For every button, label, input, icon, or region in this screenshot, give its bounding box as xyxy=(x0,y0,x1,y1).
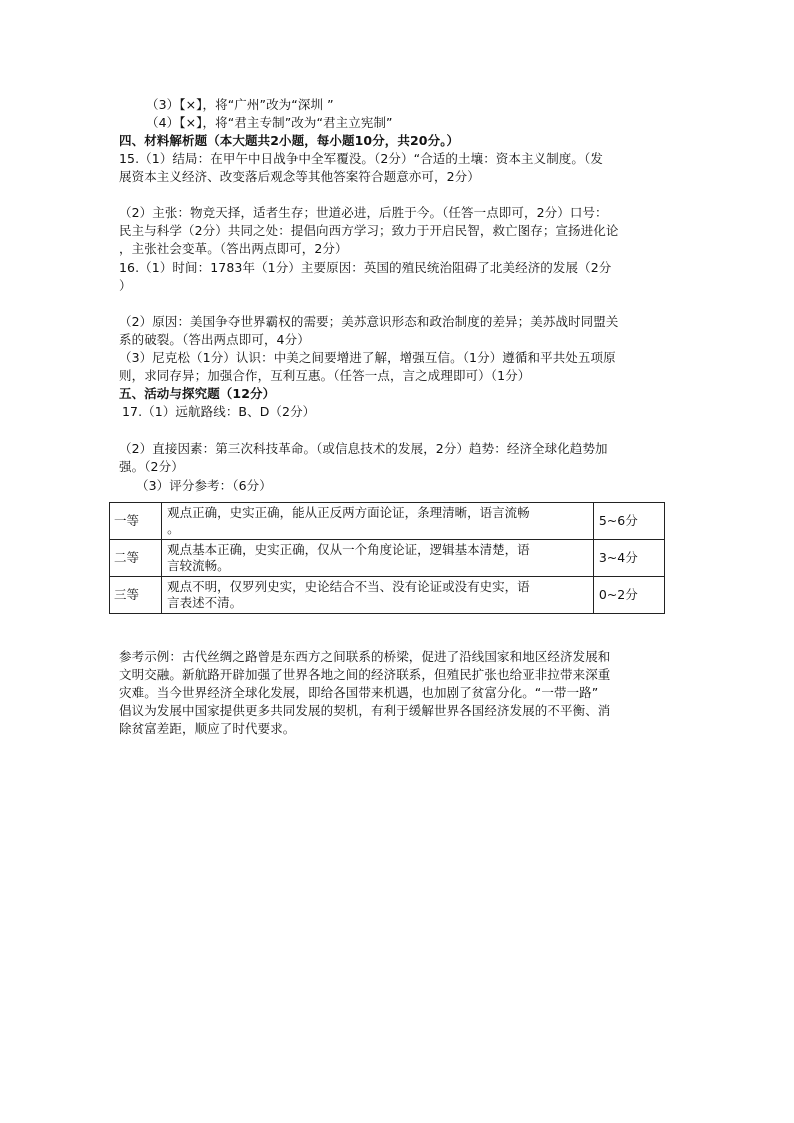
q16-3-line-b: 则，求同存异；加强合作，互利互惠。（任答一点，言之成理即可）（1分） xyxy=(119,368,531,383)
q16-1-line-b: ） xyxy=(119,278,132,293)
grade-desc-part-2: 言表述不清。 xyxy=(167,595,243,610)
example-line-4: 倡议为发展中国家提供更多共同发展的契机，有利于缓解世界各国经济发展的不平衡、消 xyxy=(119,703,611,718)
grade-score: 3~4分 xyxy=(593,540,664,577)
q15-1-line-b: 展资本主义经济、改变落后观念等其他答案符合题意亦可，2分） xyxy=(119,169,480,184)
q15-1-line-a: 15.（1）结局：在甲午中日战争中全军覆没。（2分）“合适的土壤：资本主义制度。（发 xyxy=(119,151,603,166)
q17-3-line: （3）评分参考：（6分） xyxy=(136,478,272,493)
example-line-5: 除贫富差距，顺应了时代要求。 xyxy=(119,721,296,736)
grade-desc-part-1: 观点不明，仅罗列史实，史论结合不当、没有论证或没有史实，语 xyxy=(167,579,530,594)
answer-line-3: （3）【×】，将“广州”改为“深圳 ” xyxy=(146,97,334,112)
grade-description xyxy=(162,540,594,577)
grade-score: 5~6分 xyxy=(593,503,664,540)
grade-level: 一等 xyxy=(110,503,162,540)
table-row xyxy=(110,540,665,577)
grade-desc-part-2: 言较流畅。 xyxy=(167,558,230,573)
grade-description xyxy=(162,577,594,614)
grade-desc-part-1: 观点正确，史实正确，能从正反两方面论证，条理清晰，语言流畅 xyxy=(167,505,530,520)
grading-table xyxy=(109,502,665,614)
section-heading-5: 五、活动与探究题（12分） xyxy=(119,386,276,401)
q16-2-line-b: 系的破裂。（答出两点即可，4分） xyxy=(119,332,310,347)
grade-score: 0~2分 xyxy=(593,577,664,614)
answer-line-4: （4）【×】，将“君主专制”改为“君主立宪制” xyxy=(146,115,393,130)
q17-1-line: 17.（1）远航路线：B、D（2分） xyxy=(122,404,316,419)
example-line-3: 灾难。当今世界经济全球化发展，即给各国带来机遇，也加剧了贫富分化。“一带一路” xyxy=(119,685,599,700)
grade-level: 二等 xyxy=(110,540,162,577)
q16-3-line-a: （3）尼克松（1分）认识：中美之间要增进了解，增强互信。（1分）遵循和平共处五项原 xyxy=(119,350,616,365)
table-row xyxy=(110,503,665,540)
example-line-1: 参考示例：古代丝绸之路曾是东西方之间联系的桥梁，促进了沿线国家和地区经济发展和 xyxy=(119,649,611,664)
q16-2-line-a: （2）原因：美国争夺世界霸权的需要；美苏意识形态和政治制度的差异；美苏战时同盟关 xyxy=(119,314,619,329)
q17-2-line-b: 强。（2分） xyxy=(119,459,184,474)
q17-2-line-a: （2）直接因素：第三次科技革命。（或信息技术的发展，2分）趋势：经济全球化趋势加 xyxy=(119,441,608,456)
grade-desc-part-2: 。 xyxy=(167,521,180,536)
q15-2-line-b: 民主与科学（2分）共同之处：提倡向西方学习；致力于开启民智，救亡图存；宣扬进化论 xyxy=(119,223,619,238)
q16-1-line-a: 16.（1）时间：1783年（1分）主要原因：英国的殖民统治阻碍了北美经济的发展（2分 xyxy=(119,260,612,275)
section-heading-4: 四、材料解析题（本大题共2小题，每小题10分，共20分。） xyxy=(119,133,460,148)
grade-desc-part-1: 观点基本正确，史实正确，仅从一个角度论证，逻辑基本清楚，语 xyxy=(167,542,530,557)
q15-2-line-a: （2）主张：物竞天择，适者生存；世道必进，后胜于今。（任答一点即可，2分）口号： xyxy=(119,205,608,220)
table-row xyxy=(110,577,665,614)
grade-level: 三等 xyxy=(110,577,162,614)
grade-description xyxy=(162,503,594,540)
q15-2-line-c: ，主张社会变革。（答出两点即可，2分） xyxy=(119,241,348,256)
example-line-2: 文明交融。新航路开辟加强了世界各地之间的经济联系，但殖民扩张也给亚非拉带来深重 xyxy=(119,667,611,682)
